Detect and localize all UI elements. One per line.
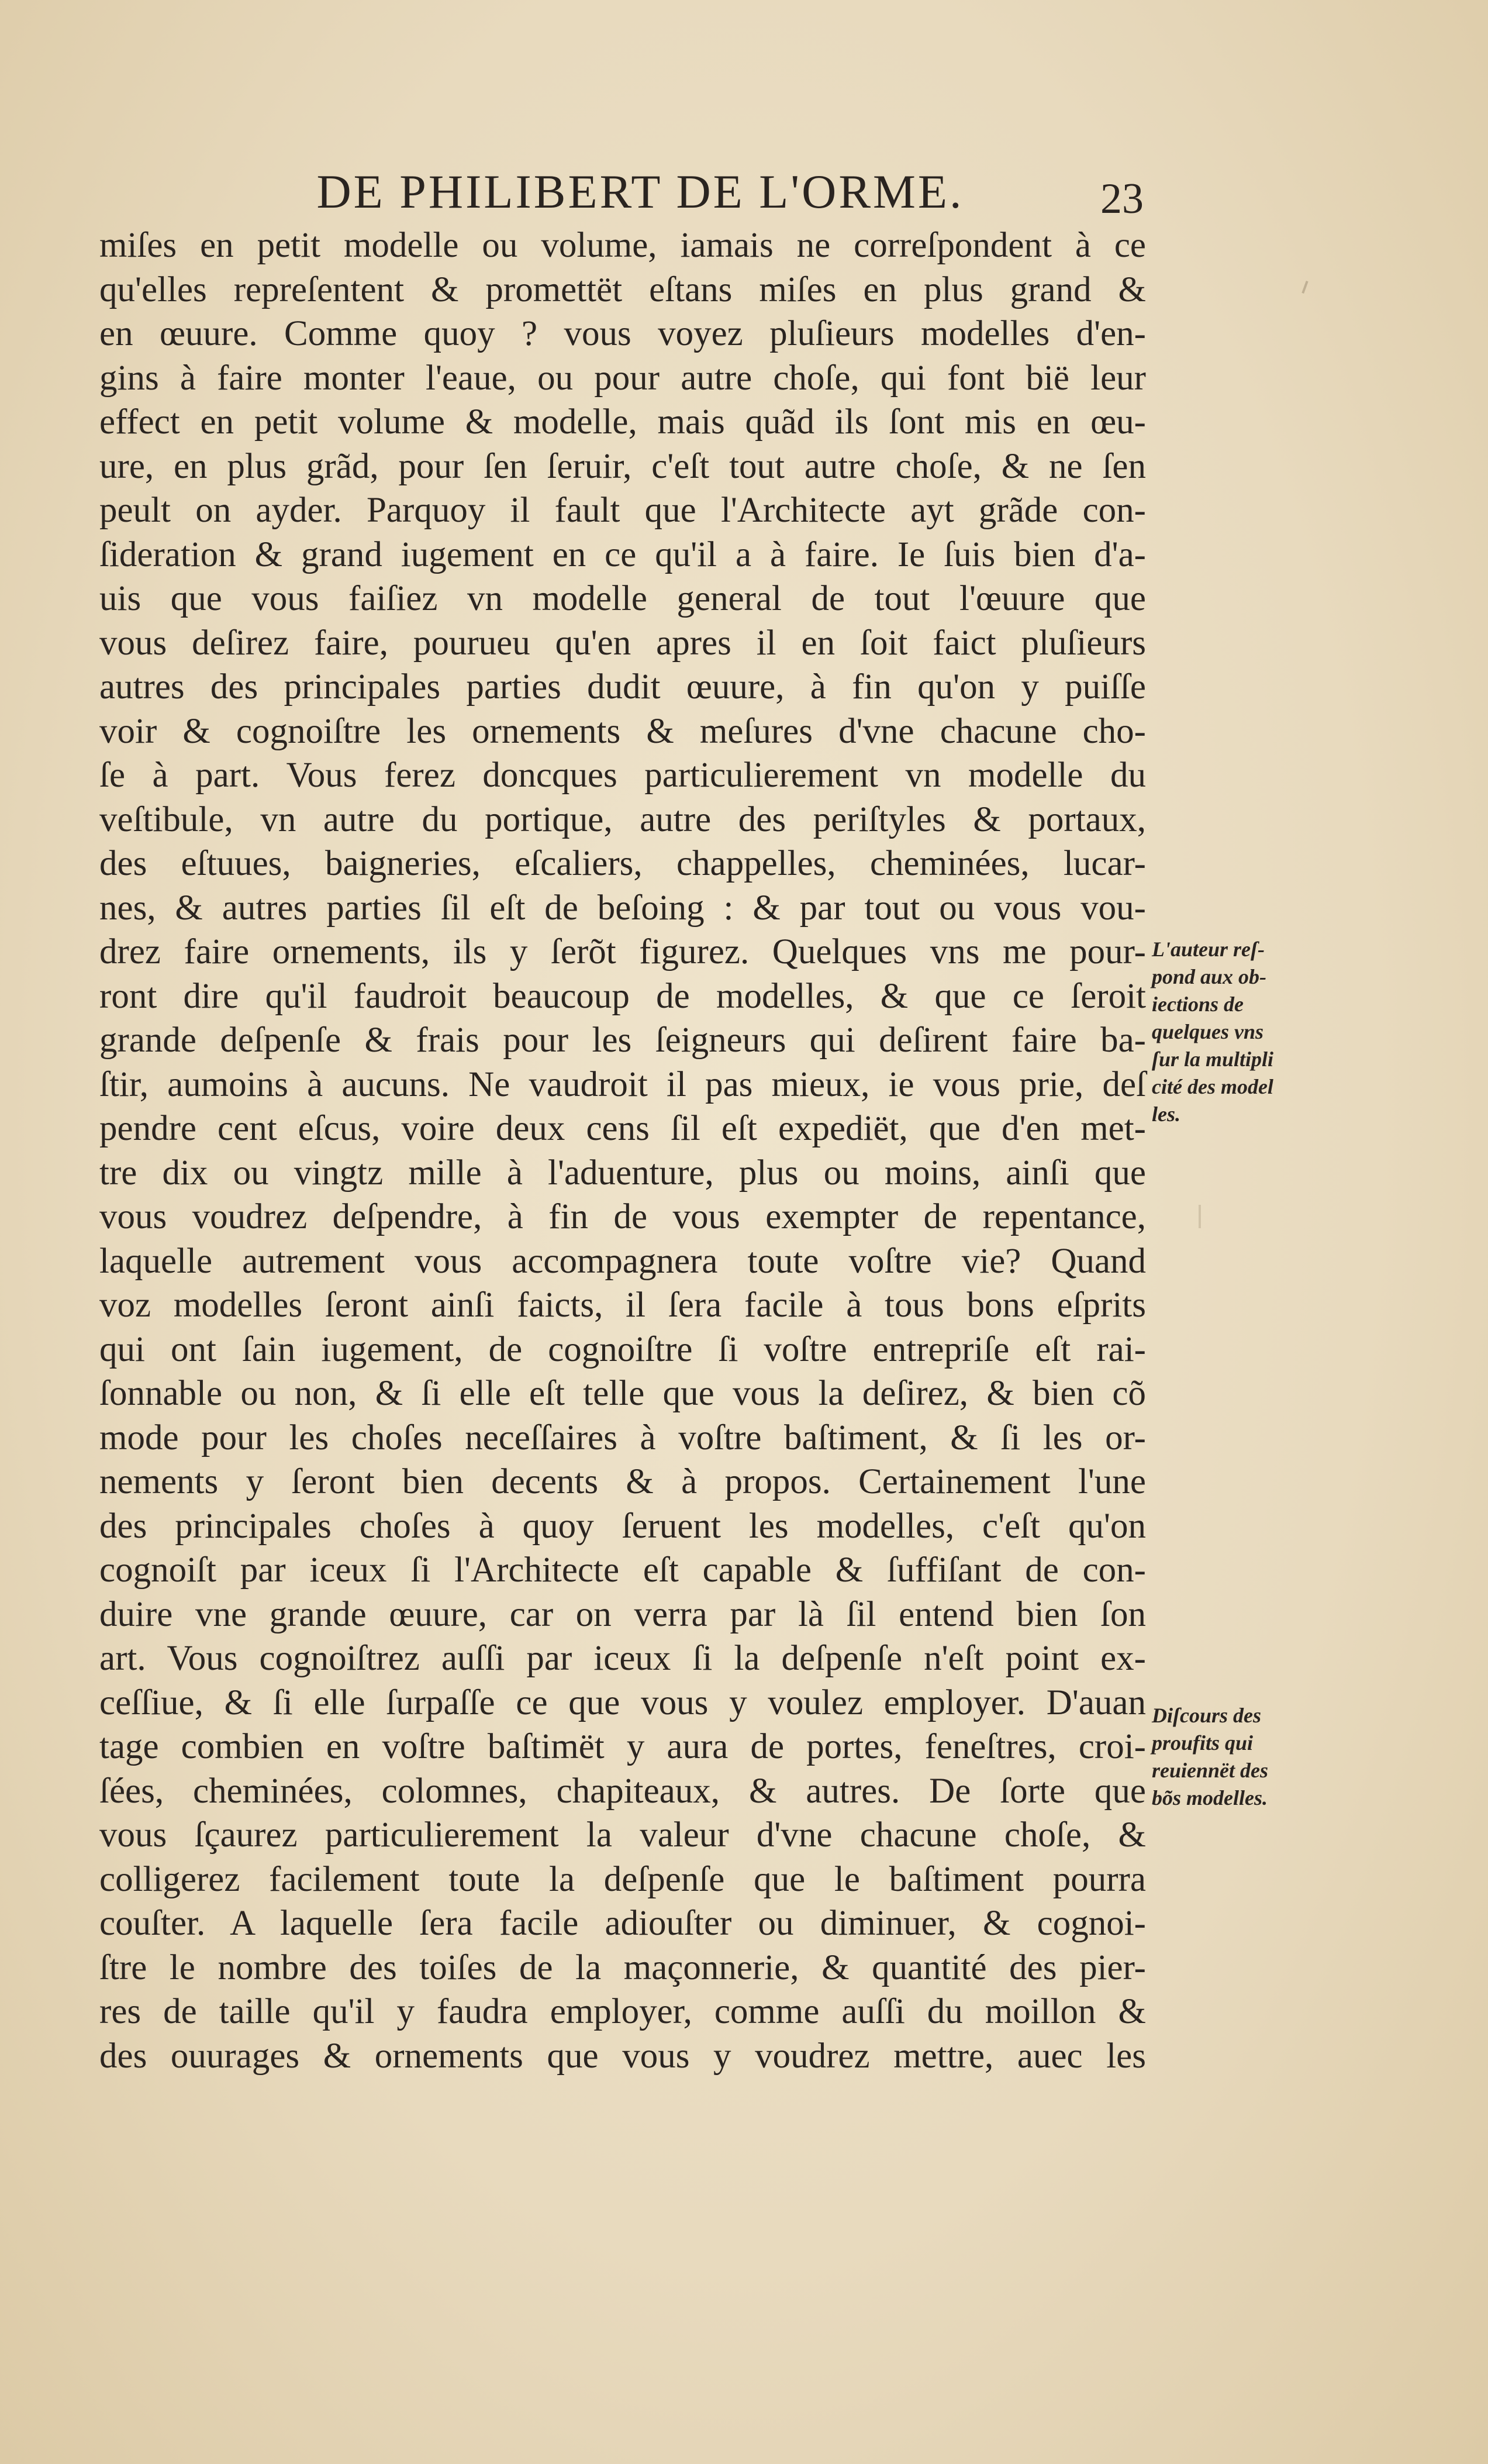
text-line: ſtre le nombre des toiſes de la maçonnerie, & quantité des pier- — [99, 1948, 1146, 1987]
text-line: ſideration & grand iugement en ce qu'il a à faire. Ie ſuis bien d'a- — [99, 535, 1146, 574]
margin-note-line: cité des model — [1152, 1075, 1273, 1098]
text-line: effect en petit volume & modelle, mais quãd ils ſont mis en œu- — [99, 402, 1146, 442]
margin-note-line: Diſcours des — [1152, 1704, 1261, 1727]
text-line: vous voudrez deſpendre, à fin de vous exempter de repentance, — [99, 1197, 1146, 1236]
running-title: DE PHILIBERT DE L'ORME. — [316, 165, 964, 218]
margin-note-line: proufits qui — [1152, 1731, 1254, 1755]
text-line: colligerez facilement toute la deſpenſe que le baſtiment pourra — [99, 1859, 1146, 1899]
text-line: pendre cent eſcus, voire deux cens ſil eſt expediët, que d'en met- — [99, 1109, 1146, 1148]
text-line: duire vne grande œuure, car on verra par là ſil entend bien ſon — [99, 1594, 1146, 1634]
text-line: miſes en petit modelle ou volume, iamais ne correſpondent à ce — [99, 226, 1146, 265]
text-line: ſe à part. Vous ferez doncques particulierement vn modelle du — [99, 756, 1146, 795]
text-line: des ouurages & ornements que vous y voudrez mettre, auec les — [99, 2036, 1146, 2076]
text-line: nes, & autres parties ſil eſt de beſoing : & par tout ou vous vou- — [99, 888, 1146, 928]
text-line: ſonnable ou non, & ſi elle eſt telle que vous la deſirez, & bien cõ — [99, 1374, 1146, 1413]
margin-note-objections — [1152, 936, 1304, 1128]
text-line: ſées, cheminées, colomnes, chapiteaux, & autres. De ſorte que — [99, 1771, 1146, 1811]
main-text-block — [99, 223, 1146, 2078]
text-line: voz modelles ſeront ainſi faicts, il ſera facile à tous bons eſprits — [99, 1286, 1146, 1325]
paper-mark — [1301, 281, 1308, 294]
page-number: 23 — [1100, 175, 1144, 223]
margin-note-line: L'auteur reſ- — [1152, 938, 1265, 961]
text-line: qui ont ſain iugement, de cognoiſtre ſi voſtre entrepriſe eſt rai- — [99, 1329, 1146, 1369]
text-line: voir & cognoiſtre les ornements & meſures d'vne chacune cho- — [99, 711, 1146, 751]
text-line: gins à faire monter l'eaue, ou pour autre choſe, qui font bië leur — [99, 358, 1146, 398]
paper-mark — [1199, 1205, 1201, 1228]
margin-note-line: bõs modelles. — [1152, 1786, 1268, 1810]
text-line: tage combien en voſtre baſtimët y aura de portes, feneſtres, croi- — [99, 1727, 1146, 1766]
margin-note-profits — [1152, 1702, 1304, 1812]
text-line: cognoiſt par iceux ſi l'Architecte eſt capable & ſuffiſant de con- — [99, 1550, 1146, 1590]
text-line: ure, en plus grãd, pour ſen ſeruir, c'eſt tout autre choſe, & ne ſen — [99, 446, 1146, 486]
margin-note-line: pond aux ob- — [1152, 965, 1267, 988]
text-line: qu'elles repreſentent & promettët eſtans miſes en plus grand & — [99, 270, 1146, 309]
text-line: ceſſiue, & ſi elle ſurpaſſe ce que vous y voulez employer. D'auan — [99, 1683, 1146, 1722]
text-line: ſtir, aumoins à aucuns. Ne vaudroit il pas mieux, ie vous prie, deſ — [99, 1064, 1146, 1104]
margin-note-line: les. — [1152, 1102, 1180, 1126]
text-line: nements y ſeront bien decents & à propos. Certainement l'une — [99, 1462, 1146, 1501]
text-line: drez faire ornements, ils y ſerõt figurez. Quelques vns me pour- — [99, 932, 1146, 971]
text-line: ront dire qu'il faudroit beaucoup de modelles, & que ce ſeroit — [99, 976, 1146, 1016]
text-line: tre dix ou vingtz mille à l'aduenture, plus ou moins, ainſi que — [99, 1153, 1146, 1193]
text-line: peult on ayder. Parquoy il fault que l'Architecte ayt grãde con- — [99, 491, 1146, 530]
margin-note-line: quelques vns — [1152, 1020, 1264, 1043]
text-line: uis que vous faiſiez vn modelle general de tout l'œuure que — [99, 579, 1146, 618]
margin-note-line: reuiennët des — [1152, 1759, 1269, 1782]
margin-note-line: ſur la multipli — [1152, 1047, 1274, 1071]
text-line: vous deſirez faire, pourueu qu'en apres il en ſoit faict pluſieurs — [99, 623, 1146, 663]
text-line: res de taille qu'il y faudra employer, comme auſſi du moillon & — [99, 1992, 1146, 2031]
text-line: vous ſçaurez particulierement la valeur d'vne chacune choſe, & — [99, 1815, 1146, 1855]
text-line: grande deſpenſe & frais pour les ſeigneurs qui deſirent faire ba- — [99, 1021, 1146, 1060]
text-line: en œuure. Comme quoy ? vous voyez pluſieurs modelles d'en- — [99, 314, 1146, 353]
text-line: des principales choſes à quoy ſeruent les modelles, c'eſt qu'on — [99, 1506, 1146, 1546]
text-line: laquelle autrement vous accompagnera toute voſtre vie? Quand — [99, 1241, 1146, 1281]
text-line: art. Vous cognoiſtrez auſſi par iceux ſi la deſpenſe n'eſt point ex- — [99, 1639, 1146, 1678]
text-line: couſter. A laquelle ſera facile adiouſter ou diminuer, & cognoi- — [99, 1904, 1146, 1943]
margin-note-line: iections de — [1152, 993, 1244, 1016]
text-line: des eſtuues, baigneries, eſcaliers, chappelles, cheminées, lucar- — [99, 844, 1146, 883]
text-line: veſtibule, vn autre du portique, autre des periſtyles & portaux, — [99, 799, 1146, 839]
text-line: autres des principales parties dudit œuure, à fin qu'on y puiſſe — [99, 667, 1146, 707]
text-line: mode pour les choſes neceſſaires à voſtre baſtiment, & ſi les or- — [99, 1418, 1146, 1457]
